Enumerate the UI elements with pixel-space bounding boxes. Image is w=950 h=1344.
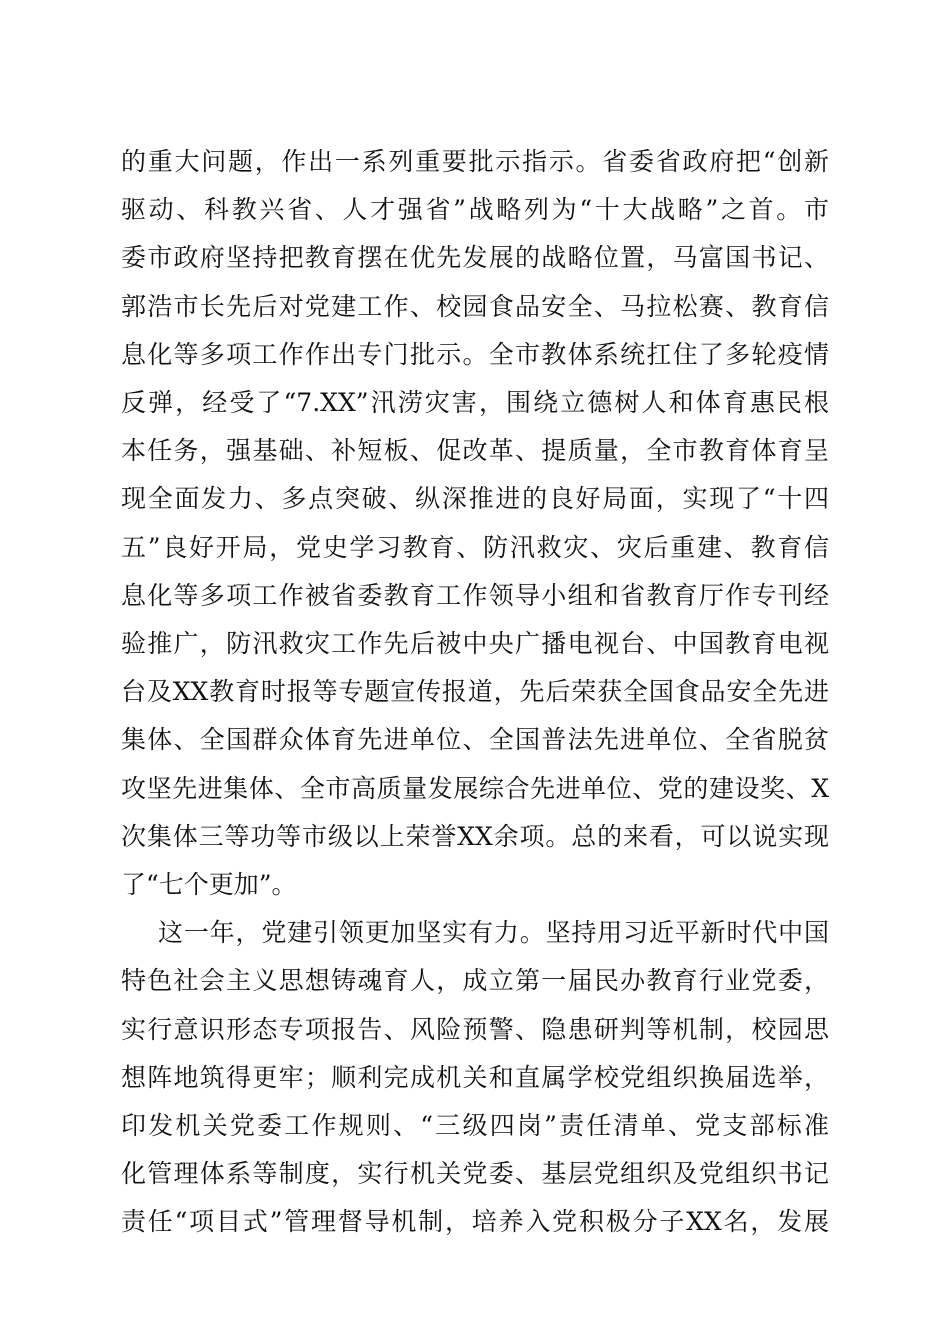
paragraph-1-line-14: 攻坚先进集体、全市高质量发展综合先进单位、党的建设奖、X	[121, 774, 829, 803]
paragraph-2-line-7: 责任“项目式”管理督导机制，培养入党积极分子XX名，发展	[121, 1207, 829, 1236]
paragraph-1-line-3: 委市政府坚持把教育摆在优先发展的战略位置，马富国书记、	[121, 243, 829, 272]
paragraph-1-line-6: 反弹，经受了“7.XX”汛涝灾害，围绕立德树人和体育惠民根	[121, 388, 829, 417]
paragraph-1-line-13: 集体、全国群众体育先进单位、全国普法先进单位、全省脱贫	[121, 725, 829, 754]
paragraph-1-line-7: 本任务，强基础、补短板、促改革、提质量，全市教育体育呈	[121, 436, 829, 465]
paragraph-1-line-12: 台及XX教育时报等专题宣传报道，先后荣获全国食品安全先进	[121, 677, 829, 706]
paragraph-1-line-1: 的重大问题，作出一系列重要批示指示。省委省政府把“创新	[121, 147, 829, 176]
paragraph-2-line-4: 想阵地筑得更牢；顺利完成机关和直属学校党组织换届选举，	[121, 1063, 829, 1092]
paragraph-1-line-9: 五”良好开局，党史学习教育、防汛救灾、灾后重建、教育信	[121, 533, 829, 562]
paragraph-2-line-5: 印发机关党委工作规则、“三级四岗”责任清单、党支部标准	[121, 1111, 829, 1140]
paragraph-1-line-11: 验推广，防汛救灾工作先后被中央广播电视台、中国教育电视	[121, 629, 829, 658]
paragraph-2-line-6: 化管理体系等制度，实行机关党委、基层党组织及党组织书记	[121, 1159, 829, 1188]
paragraph-1-line-5: 息化等多项工作作出专门批示。全市教体系统扛住了多轮疫情	[121, 340, 829, 369]
paragraph-1-line-2: 驱动、科教兴省、人才强省”战略列为“十大战略”之首。市	[121, 195, 829, 224]
paragraph-2-line-2: 特色社会主义思想铸魂育人，成立第一届民办教育行业党委，	[121, 966, 829, 995]
paragraph-1-line-8: 现全面发力、多点突破、纵深推进的良好局面，实现了“十四	[121, 484, 829, 513]
paragraph-1-line-4: 郭浩市长先后对党建工作、校园食品安全、马拉松赛、教育信	[121, 292, 829, 321]
paragraph-2-line-1: 这一年，党建引领更加坚实有力。坚持用习近平新时代中国	[158, 918, 829, 947]
paragraph-1-line-15: 次集体三等功等市级以上荣誉XX余项。总的来看，可以说实现	[121, 822, 829, 851]
paragraph-1-line-10: 息化等多项工作被省委教育工作领导小组和省教育厅作专刊经	[121, 581, 829, 610]
paragraph-2-line-3: 实行意识形态专项报告、风险预警、隐患研判等机制，校园思	[121, 1015, 829, 1044]
paragraph-1-line-16: 了“七个更加”。	[121, 870, 297, 899]
